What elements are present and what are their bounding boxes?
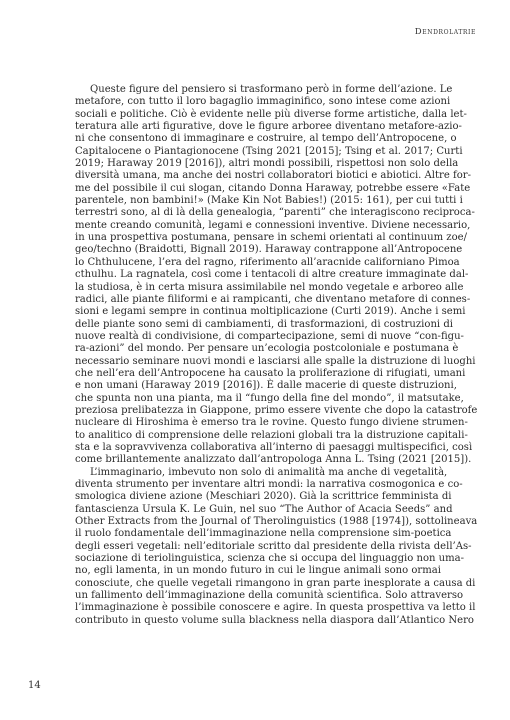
text-line: fantascienza Ursula K. Le Guin, nel suo “The Author of Acacia Seeds” and — [75, 503, 453, 515]
text-line: la studiosa, è in certa misura assimilabile nel mondo vegetale e arboreo alle — [75, 281, 464, 293]
text-line: Other Extracts from the Journal of Therolinguistics (1988 [1974]), sottolineava — [75, 516, 478, 528]
text-line: metafore, con tutto il loro bagaglio immaginifico, sono intese come azioni — [75, 96, 451, 108]
text-line: sociazione di teriolinguistica, scienza che si occupa del linguaggio non uma- — [75, 553, 465, 565]
text-line: preziosa prelibatezza in Giappone, primo essere vivente che dopo la catastrofe — [75, 404, 478, 416]
text-line: me del possibile il cui slogan, citando Donna Haraway, potrebbe essere «Fate — [75, 182, 471, 194]
text-line: Capitalocene o Piantagionocene (Tsing 2021 [2015]; Tsing et al. 2017; Curti — [75, 145, 463, 157]
text-line: sta e la sopravvivenza collaborativa all’interno di paesaggi multispecifici, così — [75, 441, 473, 453]
text-line: degli esseri vegetali: nell’editoriale scritto dal presidente della rivista dell’As- — [75, 540, 472, 552]
text-line: un fallimento dell’immaginazione della comunità scientifica. Solo attraverso — [75, 590, 464, 602]
text-line: sociali e politiche. Ciò è evidente nelle più diverse forme artistiche, dalla let- — [75, 108, 467, 120]
text-line: lo Chthulucene, l’era del ragno, riferimento all’aracnide californiano Pimoa — [75, 256, 460, 268]
text-line: diversità umana, ma anche dei nostri collaboratori biotici e abiotici. Altre for- — [75, 170, 471, 182]
text-line: il ruolo fondamentale dell’immaginazione nella comprensione sim-poetica — [75, 528, 452, 540]
text-line: delle piante sono semi di cambiamenti, di trasformazioni, di costruzioni di — [75, 318, 453, 330]
text-line: in una prospettiva postumana, pensare in schemi orientati al continuum zoe/ — [75, 232, 467, 244]
text-line: L’immaginario, imbevuto non solo di animalità ma anche di vegetalità, — [90, 466, 448, 478]
text-line: terrestri sono, al di là della genealogia, “parenti” che interagiscono reciproca- — [75, 207, 475, 219]
text-line: ra-azioni” del mondo. Per pensare un’ecologia postcoloniale e postumana è — [75, 343, 459, 355]
text-line: radici, alle piante filiformi e ai rampicanti, che diventano metafore di connes- — [75, 293, 471, 305]
text-line: necessario seminare nuovi mondi e lasciarsi alle spalle la distruzione di luoghi — [75, 355, 476, 367]
text-line: cthulhu. La ragnatela, così come i tentacoli di altre creature immaginate dal- — [75, 269, 469, 281]
text-line: smologica diviene azione (Meschiari 2020). Già la scrittrice femminista di — [75, 491, 452, 503]
text-line: conosciute, che quelle vegetali rimangono in gran parte inesplorate a causa di — [75, 577, 476, 589]
page-number: 14 — [28, 680, 41, 691]
text-line: e non umani (Haraway 2019 [2016]). È dalle macerie di queste distruzioni, — [75, 380, 457, 392]
text-line: sioni e legami sempre in continua moltiplicazione (Curti 2019). Anche i semi — [75, 306, 466, 318]
text-line: nuove realtà di condivisione, di compartecipazione, semi di nuove “con-figu- — [75, 330, 464, 342]
text-line: no, egli lamenta, in un mondo futuro in cui le lingue animali sono ormai — [75, 565, 441, 577]
text-line: to analitico di comprensione delle relazioni globali tra la distruzione capitali- — [75, 429, 468, 441]
text-line: parentele, non bambini!» (Make Kin Not Babies!) (2015: 161), per cui tutti i — [75, 195, 463, 207]
text-line: come brillantemente analizzato dall’antropologa Anna L. Tsing (2021 [2015]). — [75, 454, 472, 466]
text-line: ni che consentono di immaginare e costruire, al tempo dell’Antropocene, o — [75, 133, 457, 145]
text-line: che nell’era dell’Antropocene ha causato la proliferazione di rifugiati, umani — [75, 367, 466, 379]
text-line: che spunta non una pianta, ma il “fungo della fine del mondo”, il matsutake, — [75, 392, 464, 404]
text-line: diventa strumento per inventare altri mondi: la narrativa cosmogonica e co- — [75, 479, 463, 490]
text-line: nucleare di Hiroshima è emerso tra le rovine. Questo fungo diviene strumen- — [75, 417, 468, 429]
text-line: geo/techno (Braidotti, Bignall 2019). Haraway contrappone all’Antropocene — [75, 244, 463, 256]
text-line: mente creando comunità, legami e connessioni inventive. Diviene necessario, — [75, 219, 471, 231]
running-head: Dendrolatrie — [414, 27, 476, 37]
text-line: l’immaginazione è possibile conoscere e agire. In questa prospettiva va letto il — [75, 602, 476, 614]
text-line: contributo in questo volume sulla blackness nella diaspora dall’Atlantico Nero — [75, 614, 474, 626]
text-line: 2019; Haraway 2019 [2016]), altri mondi possibili, rispettosi non solo della — [75, 158, 459, 170]
body-text — [75, 84, 478, 627]
text-line: teratura alle arti figurative, dove le figure arboree diventano metafore-azio- — [75, 121, 462, 133]
text-line: Queste figure del pensiero si trasformano però in forme dell’azione. Le — [90, 84, 453, 95]
